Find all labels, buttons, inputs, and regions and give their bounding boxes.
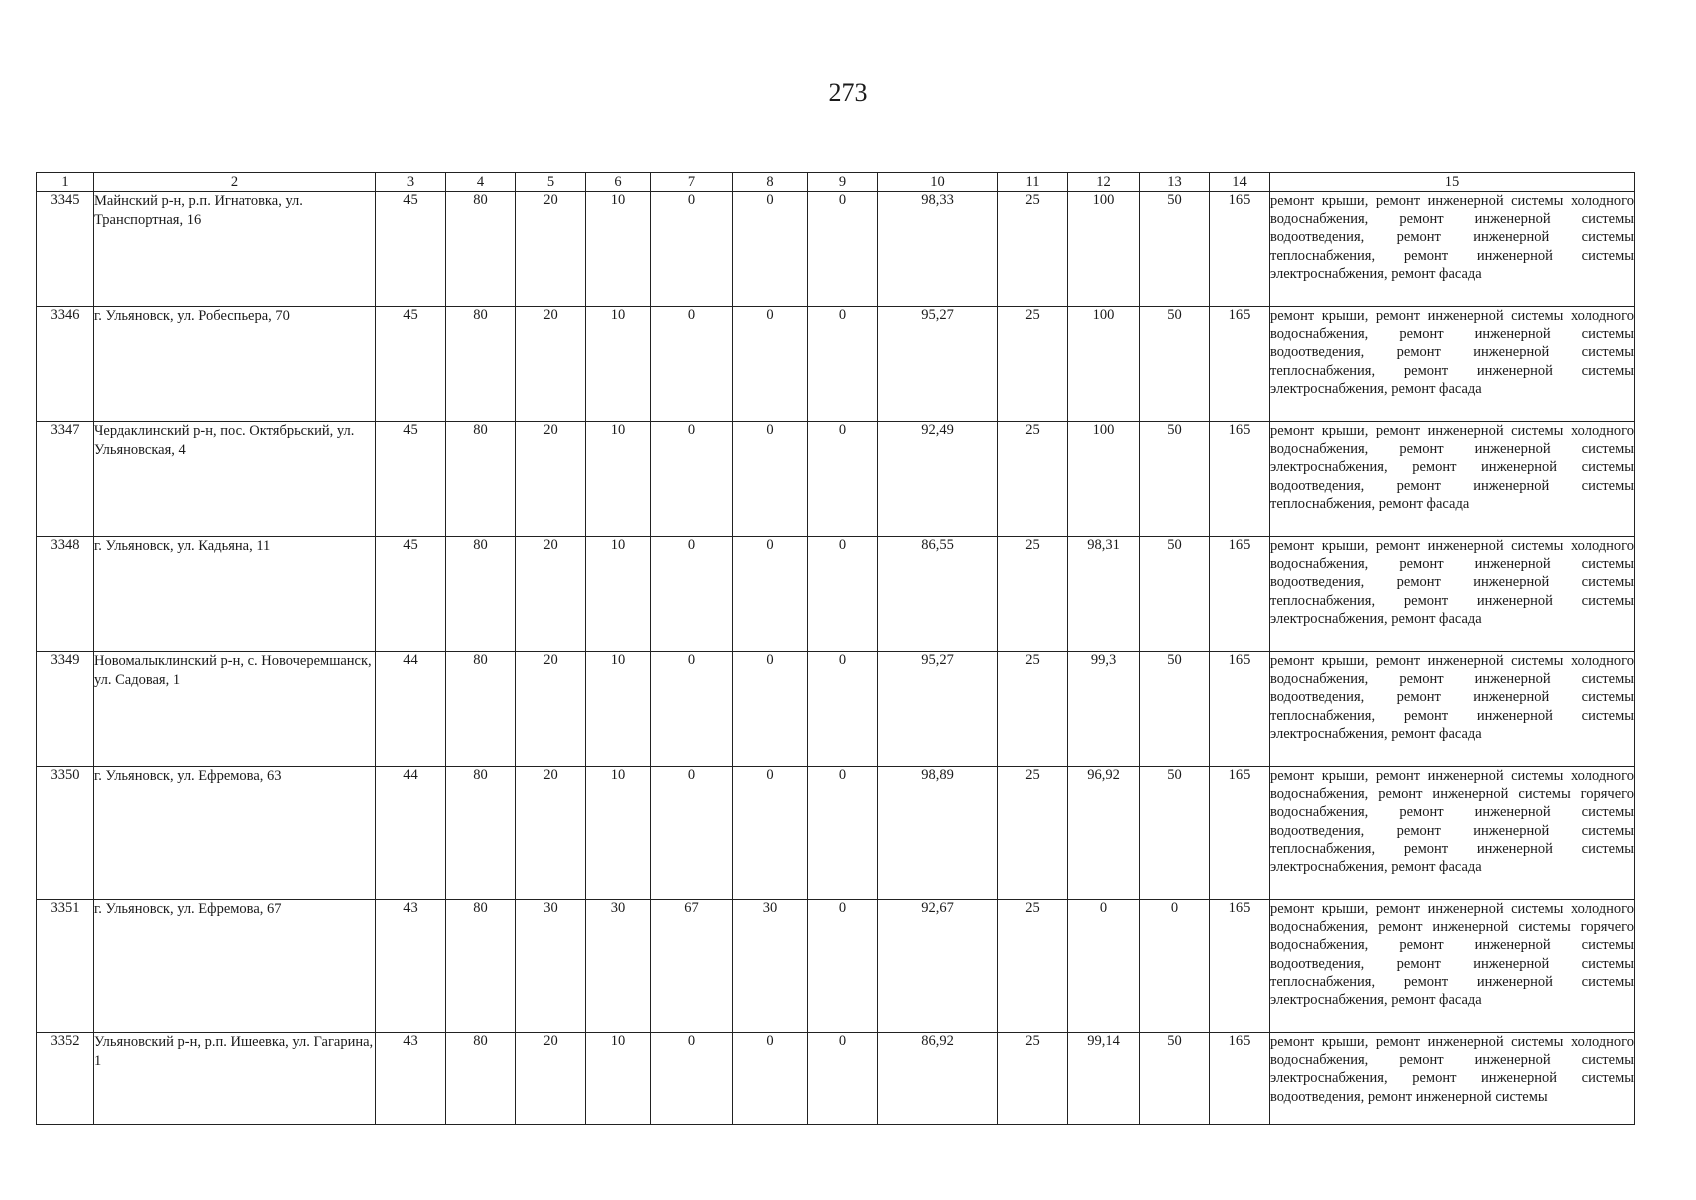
address-cell: Новомалыклинский р-н, с. Новочеремшанск, ул. Садовая, 1	[94, 652, 376, 767]
value-cell: 165	[1210, 307, 1270, 422]
value-cell: 0	[733, 422, 808, 537]
value-cell: 20	[516, 1033, 586, 1125]
value-cell: 98,33	[878, 192, 998, 307]
value-cell: 50	[1140, 767, 1210, 900]
table-row	[37, 422, 1635, 537]
value-cell: 80	[446, 652, 516, 767]
value-cell: 10	[586, 422, 651, 537]
value-cell: 43	[376, 900, 446, 1033]
row-number: 3345	[37, 192, 94, 307]
value-cell: 20	[516, 537, 586, 652]
value-cell: 0	[733, 192, 808, 307]
value-cell: 80	[446, 537, 516, 652]
value-cell: 43	[376, 1033, 446, 1125]
header-cell: 9	[808, 173, 878, 192]
table-row	[37, 767, 1635, 900]
row-number: 3349	[37, 652, 94, 767]
value-cell: 95,27	[878, 307, 998, 422]
value-cell: 45	[376, 422, 446, 537]
value-cell: 25	[998, 307, 1068, 422]
header-cell: 6	[586, 173, 651, 192]
header-cell: 14	[1210, 173, 1270, 192]
value-cell: 25	[998, 900, 1068, 1033]
header-cell: 3	[376, 173, 446, 192]
value-cell: 50	[1140, 192, 1210, 307]
header-cell: 11	[998, 173, 1068, 192]
value-cell: 45	[376, 537, 446, 652]
value-cell: 25	[998, 192, 1068, 307]
row-number: 3348	[37, 537, 94, 652]
header-row	[37, 173, 1635, 192]
value-cell: 99,3	[1068, 652, 1140, 767]
value-cell: 20	[516, 652, 586, 767]
value-cell: 30	[586, 900, 651, 1033]
value-cell: 165	[1210, 422, 1270, 537]
header-cell: 12	[1068, 173, 1140, 192]
value-cell: 10	[586, 767, 651, 900]
value-cell: 0	[733, 652, 808, 767]
value-cell: 0	[651, 422, 733, 537]
row-number: 3350	[37, 767, 94, 900]
value-cell: 10	[586, 652, 651, 767]
value-cell: 0	[651, 652, 733, 767]
header-cell: 5	[516, 173, 586, 192]
value-cell: 0	[651, 767, 733, 900]
row-number: 3351	[37, 900, 94, 1033]
value-cell: 80	[446, 767, 516, 900]
table-row	[37, 537, 1635, 652]
table-row	[37, 192, 1635, 307]
value-cell: 95,27	[878, 652, 998, 767]
value-cell: 0	[808, 537, 878, 652]
header-cell: 13	[1140, 173, 1210, 192]
value-cell: 10	[586, 192, 651, 307]
value-cell: 165	[1210, 900, 1270, 1033]
value-cell: 0	[733, 1033, 808, 1125]
value-cell: 0	[651, 307, 733, 422]
value-cell: 30	[733, 900, 808, 1033]
value-cell: 44	[376, 652, 446, 767]
value-cell: 67	[651, 900, 733, 1033]
value-cell: 98,31	[1068, 537, 1140, 652]
value-cell: 80	[446, 307, 516, 422]
value-cell: 45	[376, 307, 446, 422]
value-cell: 0	[733, 537, 808, 652]
value-cell: 25	[998, 537, 1068, 652]
value-cell: 80	[446, 900, 516, 1033]
address-cell: Ульяновский р-н, р.п. Ишеевка, ул. Гагарина, 1	[94, 1033, 376, 1125]
address-cell: Майнский р-н, р.п. Игнатовка, ул. Транспортная, 16	[94, 192, 376, 307]
value-cell: 92,49	[878, 422, 998, 537]
value-cell: 0	[733, 767, 808, 900]
works-cell: ремонт крыши, ремонт инженерной системы холодного водоснабжения, ремонт инженерной системы водоотведения, ремонт инженерной системы теплоснабжения, ремонт инженерной системы электроснабжения, ремонт фасада	[1270, 192, 1635, 307]
value-cell: 0	[808, 307, 878, 422]
value-cell: 100	[1068, 192, 1140, 307]
header-cell: 10	[878, 173, 998, 192]
value-cell: 100	[1068, 307, 1140, 422]
value-cell: 92,67	[878, 900, 998, 1033]
value-cell: 25	[998, 652, 1068, 767]
value-cell: 0	[808, 1033, 878, 1125]
value-cell: 50	[1140, 652, 1210, 767]
value-cell: 10	[586, 307, 651, 422]
value-cell: 20	[516, 192, 586, 307]
value-cell: 165	[1210, 192, 1270, 307]
value-cell: 0	[651, 192, 733, 307]
works-cell: ремонт крыши, ремонт инженерной системы холодного водоснабжения, ремонт инженерной системы водоотведения, ремонт инженерной системы теплоснабжения, ремонт инженерной системы электроснабжения, ремонт фасада	[1270, 537, 1635, 652]
header-cell: 15	[1270, 173, 1635, 192]
row-number: 3352	[37, 1033, 94, 1125]
value-cell: 165	[1210, 767, 1270, 900]
value-cell: 20	[516, 767, 586, 900]
value-cell: 0	[808, 900, 878, 1033]
value-cell: 30	[516, 900, 586, 1033]
value-cell: 80	[446, 192, 516, 307]
value-cell: 99,14	[1068, 1033, 1140, 1125]
works-cell: ремонт крыши, ремонт инженерной системы холодного водоснабжения, ремонт инженерной системы водоотведения, ремонт инженерной системы теплоснабжения, ремонт инженерной системы электроснабжения, ремонт фасада	[1270, 307, 1635, 422]
value-cell: 165	[1210, 537, 1270, 652]
table-row	[37, 900, 1635, 1033]
value-cell: 98,89	[878, 767, 998, 900]
header-cell: 2	[94, 173, 376, 192]
table-row	[37, 1033, 1635, 1125]
value-cell: 25	[998, 767, 1068, 900]
value-cell: 80	[446, 1033, 516, 1125]
header-cell: 1	[37, 173, 94, 192]
value-cell: 100	[1068, 422, 1140, 537]
header-cell: 8	[733, 173, 808, 192]
value-cell: 0	[733, 307, 808, 422]
value-cell: 50	[1140, 1033, 1210, 1125]
value-cell: 10	[586, 537, 651, 652]
value-cell: 86,92	[878, 1033, 998, 1125]
value-cell: 25	[998, 422, 1068, 537]
address-cell: г. Ульяновск, ул. Ефремова, 63	[94, 767, 376, 900]
value-cell: 80	[446, 422, 516, 537]
data-table	[36, 172, 1635, 1125]
address-cell: г. Ульяновск, ул. Ефремова, 67	[94, 900, 376, 1033]
value-cell: 50	[1140, 307, 1210, 422]
value-cell: 10	[586, 1033, 651, 1125]
address-cell: г. Ульяновск, ул. Кадьяна, 11	[94, 537, 376, 652]
works-cell: ремонт крыши, ремонт инженерной системы холодного водоснабжения, ремонт инженерной системы электроснабжения, ремонт инженерной системы водоотведения, ремонт инженерной системы	[1270, 1033, 1635, 1125]
works-cell: ремонт крыши, ремонт инженерной системы холодного водоснабжения, ремонт инженерной системы горячего водоснабжения, ремонт инженерной системы водоотведения, ремонт инженерной системы теплоснабжения, ремонт инженерной системы электроснабжения, ремонт фасада	[1270, 767, 1635, 900]
value-cell: 20	[516, 307, 586, 422]
value-cell: 0	[651, 1033, 733, 1125]
value-cell: 45	[376, 192, 446, 307]
table-row	[37, 307, 1635, 422]
value-cell: 165	[1210, 652, 1270, 767]
row-number: 3347	[37, 422, 94, 537]
row-number: 3346	[37, 307, 94, 422]
value-cell: 50	[1140, 537, 1210, 652]
value-cell: 0	[808, 767, 878, 900]
value-cell: 44	[376, 767, 446, 900]
value-cell: 0	[808, 652, 878, 767]
value-cell: 0	[1140, 900, 1210, 1033]
value-cell: 20	[516, 422, 586, 537]
header-cell: 4	[446, 173, 516, 192]
header-cell: 7	[651, 173, 733, 192]
value-cell: 0	[1068, 900, 1140, 1033]
value-cell: 96,92	[1068, 767, 1140, 900]
address-cell: Чердаклинский р-н, пос. Октябрьский, ул. Ульяновская, 4	[94, 422, 376, 537]
works-cell: ремонт крыши, ремонт инженерной системы холодного водоснабжения, ремонт инженерной системы водоотведения, ремонт инженерной системы теплоснабжения, ремонт инженерной системы электроснабжения, ремонт фасада	[1270, 652, 1635, 767]
value-cell: 86,55	[878, 537, 998, 652]
value-cell: 0	[808, 192, 878, 307]
value-cell: 25	[998, 1033, 1068, 1125]
works-cell: ремонт крыши, ремонт инженерной системы холодного водоснабжения, ремонт инженерной системы электроснабжения, ремонт инженерной системы водоотведения, ремонт инженерной системы теплоснабжения, ремонт фасада	[1270, 422, 1635, 537]
page-number: 273	[828, 78, 868, 107]
table-row	[37, 652, 1635, 767]
works-cell: ремонт крыши, ремонт инженерной системы холодного водоснабжения, ремонт инженерной системы горячего водоснабжения, ремонт инженерной системы водоотведения, ремонт инженерной системы теплоснабжения, ремонт инженерной системы электроснабжения, ремонт фасада	[1270, 900, 1635, 1033]
address-cell: г. Ульяновск, ул. Робеспьера, 70	[94, 307, 376, 422]
value-cell: 0	[808, 422, 878, 537]
value-cell: 165	[1210, 1033, 1270, 1125]
value-cell: 50	[1140, 422, 1210, 537]
value-cell: 0	[651, 537, 733, 652]
